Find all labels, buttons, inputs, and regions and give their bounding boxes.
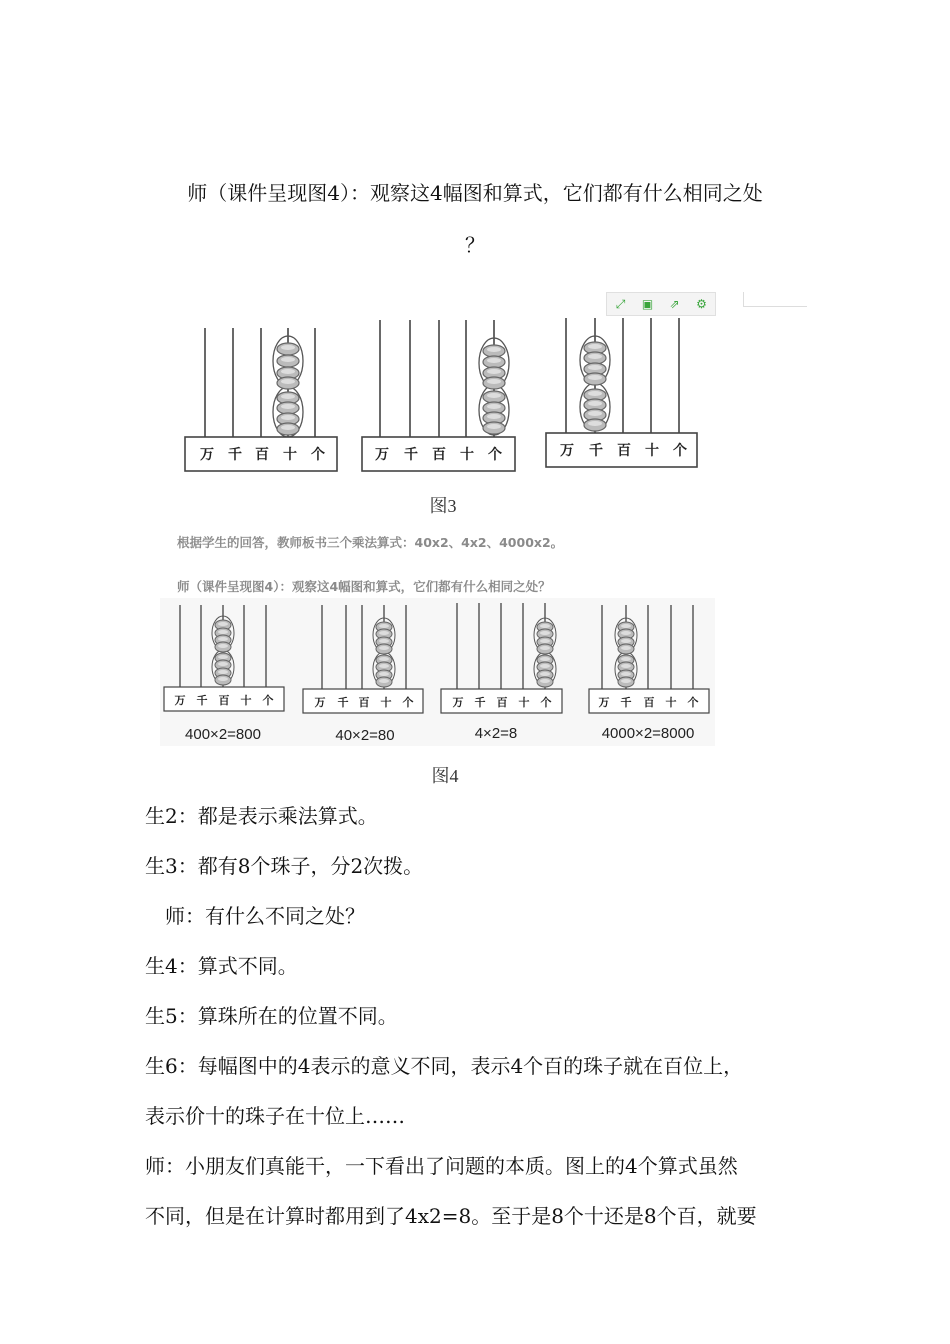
- dialogue-line-9: 不同，但是在计算时都用到了4x2=8。至于是8个十还是8个百，就要: [145, 1204, 757, 1228]
- dialogue-line-8: 师：小朋友们真能干，一下看出了问题的本质。图上的4个算式虽然: [145, 1154, 738, 1178]
- dialogue-line-2: 生3：都有8个珠子，分2次拨。: [145, 854, 424, 878]
- fig4-a4-label-bai: 百: [643, 696, 655, 709]
- board-note: 根据学生的回答，教师板书三个乘法算式：40x2、4x2、4000x2。: [177, 535, 564, 550]
- fig3-a2-label-shi: 十: [460, 447, 474, 463]
- settings-icon[interactable]: ⚙: [696, 297, 707, 311]
- fig3-a1-label-qian: 千: [228, 447, 242, 463]
- fig4-a2-label-qian: 千: [337, 696, 349, 709]
- equation-40x2: 40×2=80: [335, 727, 395, 744]
- fig4-a4-label-qian: 千: [620, 696, 632, 709]
- fig3-a1-label-bai: 百: [255, 447, 269, 463]
- equation-4000x2: 4000×2=8000: [601, 725, 695, 742]
- question-heading-line2: ？: [465, 233, 485, 257]
- fig3-caption: 图3: [429, 496, 457, 516]
- question-heading-continued: [100, 229, 850, 258]
- question-heading-line1: 师（课件呈现图4）：观察这4幅图和算式，它们都有什么相同之处: [187, 181, 763, 205]
- question-note: 师（课件呈现图4）：观察这4幅图和算式，它们都有什么相同之处？: [177, 579, 551, 594]
- fig4-caption: 图4: [431, 766, 459, 786]
- fig3-a1-label-ge: 个: [311, 447, 325, 463]
- fig4-a2-label-wan: 万: [314, 696, 326, 709]
- abacus-figure: [160, 315, 730, 790]
- save-icon[interactable]: ▣: [641, 297, 654, 311]
- dialogue-line-4: 生4：算式不同。: [145, 954, 298, 978]
- fig3-a3-label-ge: 个: [673, 443, 687, 459]
- share-icon[interactable]: ⇗: [669, 297, 680, 311]
- fig4-a4-label-shi: 十: [665, 696, 677, 709]
- fig4-a1-label-bai: 百: [218, 694, 230, 707]
- fig3-a3-label-bai: 百: [617, 443, 631, 459]
- fig4-a3-label-shi: 十: [518, 696, 530, 709]
- dialogue-line-7: 表示价十的珠子在十位上……: [145, 1104, 405, 1128]
- fig4-a4-label-wan: 万: [598, 696, 610, 709]
- fig3-a2-label-qian: 千: [404, 447, 418, 463]
- fig3-a3-label-shi: 十: [645, 443, 659, 459]
- fig4-a3-label-bai: 百: [496, 696, 508, 709]
- fig3-a1-label-shi: 十: [283, 447, 297, 463]
- fig4-a3-label-wan: 万: [452, 696, 464, 709]
- fig3-a3-label-qian: 千: [589, 443, 603, 459]
- toolbar-divider-vertical: [743, 292, 744, 307]
- fig3-a2-label-wan: 万: [375, 447, 389, 463]
- fig4-a2-label-shi: 十: [380, 696, 392, 709]
- fig4-a1-label-qian: 千: [196, 694, 208, 707]
- image-toolbar: [606, 292, 716, 316]
- fig4-a3-label-ge: 个: [540, 696, 552, 709]
- toolbar-divider: [743, 306, 807, 307]
- question-heading: [100, 177, 850, 206]
- dialogue-line-5: 生5：算珠所在的位置不同。: [145, 1004, 398, 1028]
- fig3-a1-label-wan: 万: [200, 447, 214, 463]
- expand-icon[interactable]: ⤢: [615, 297, 626, 311]
- fig4-a4-label-ge: 个: [687, 696, 699, 709]
- fig4-a1-label-ge: 个: [262, 694, 274, 707]
- fig4-a1-label-shi: 十: [240, 694, 252, 707]
- fig4-a2-label-ge: 个: [402, 696, 414, 709]
- fig3-a2-label-bai: 百: [432, 447, 446, 463]
- equation-4x2: 4×2=8: [474, 725, 518, 742]
- fig4-a1-label-wan: 万: [174, 694, 186, 707]
- fig3-a2-label-ge: 个: [488, 447, 502, 463]
- dialogue-line-6: 生6：每幅图中的4表示的意义不同，表示4个百的珠子就在百位上，: [145, 1054, 744, 1078]
- fig4-a2-label-bai: 百: [358, 696, 370, 709]
- fig4-a3-label-qian: 千: [474, 696, 486, 709]
- fig3-a3-label-wan: 万: [560, 443, 574, 459]
- dialogue-line-1: 生2：都是表示乘法算式。: [145, 804, 378, 828]
- equation-400x2: 400×2=800: [185, 726, 261, 743]
- dialogue-line-3: 师：有什么不同之处？: [165, 904, 365, 928]
